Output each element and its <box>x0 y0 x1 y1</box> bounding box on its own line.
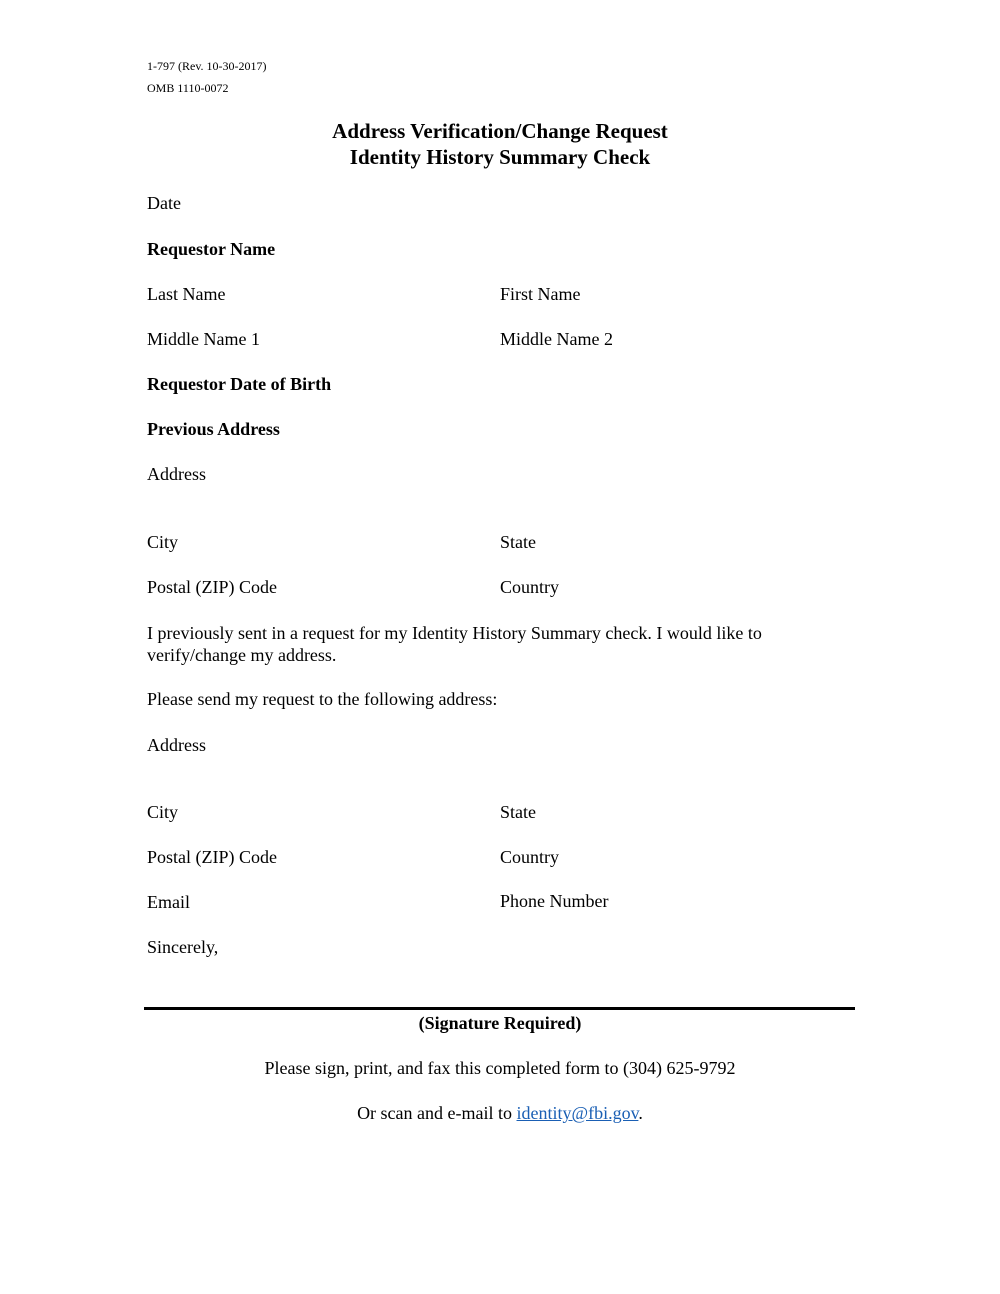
title-line-1: Address Verification/Change Request <box>332 119 668 143</box>
signature-label: (Signature Required) <box>418 1013 582 1033</box>
send-instruction: Please send my request to the following address: <box>147 689 498 709</box>
email-label[interactable]: Email <box>147 892 190 912</box>
email-instruction <box>0 1103 1000 1124</box>
email-prefix: Or scan and e-mail to <box>357 1103 517 1123</box>
closing-text: Sincerely, <box>147 937 219 957</box>
omb-number: OMB 1110-0072 <box>147 81 229 95</box>
fax-instruction: Please sign, print, and fax this completed form to (304) 625-9792 <box>264 1058 736 1078</box>
title-line-2: Identity History Summary Check <box>349 145 651 169</box>
previous-city-label[interactable]: City <box>147 532 179 552</box>
middle-name-1-label[interactable]: Middle Name 1 <box>147 329 260 349</box>
email-suffix: . <box>638 1103 643 1123</box>
new-country-label[interactable]: Country <box>500 847 560 867</box>
first-name-label[interactable]: First Name <box>500 284 581 304</box>
dob-heading[interactable]: Requestor Date of Birth <box>147 374 332 394</box>
previous-state-label[interactable]: State <box>500 532 536 552</box>
signature-line[interactable] <box>144 1007 855 1010</box>
previous-address-label[interactable]: Address <box>147 464 206 484</box>
email-link[interactable]: identity@fbi.gov <box>516 1103 639 1123</box>
new-postal-label[interactable]: Postal (ZIP) Code <box>147 847 277 867</box>
new-address-label[interactable]: Address <box>147 735 206 755</box>
middle-name-2-label[interactable]: Middle Name 2 <box>500 329 613 349</box>
requestor-name-heading: Requestor Name <box>147 239 276 259</box>
previous-postal-label[interactable]: Postal (ZIP) Code <box>147 577 277 597</box>
request-paragraph: I previously sent in a request for my Identity History Summary check. I would like to verify/change my address. <box>147 623 762 665</box>
previous-address-heading: Previous Address <box>147 419 280 439</box>
new-state-label[interactable]: State <box>500 802 536 822</box>
date-label[interactable]: Date <box>147 193 181 213</box>
last-name-label[interactable]: Last Name <box>147 284 226 304</box>
form-number: 1-797 (Rev. 10-30-2017) <box>147 59 267 73</box>
new-city-label[interactable]: City <box>147 802 179 822</box>
phone-label[interactable]: Phone Number <box>500 891 609 911</box>
previous-country-label[interactable]: Country <box>500 577 560 597</box>
